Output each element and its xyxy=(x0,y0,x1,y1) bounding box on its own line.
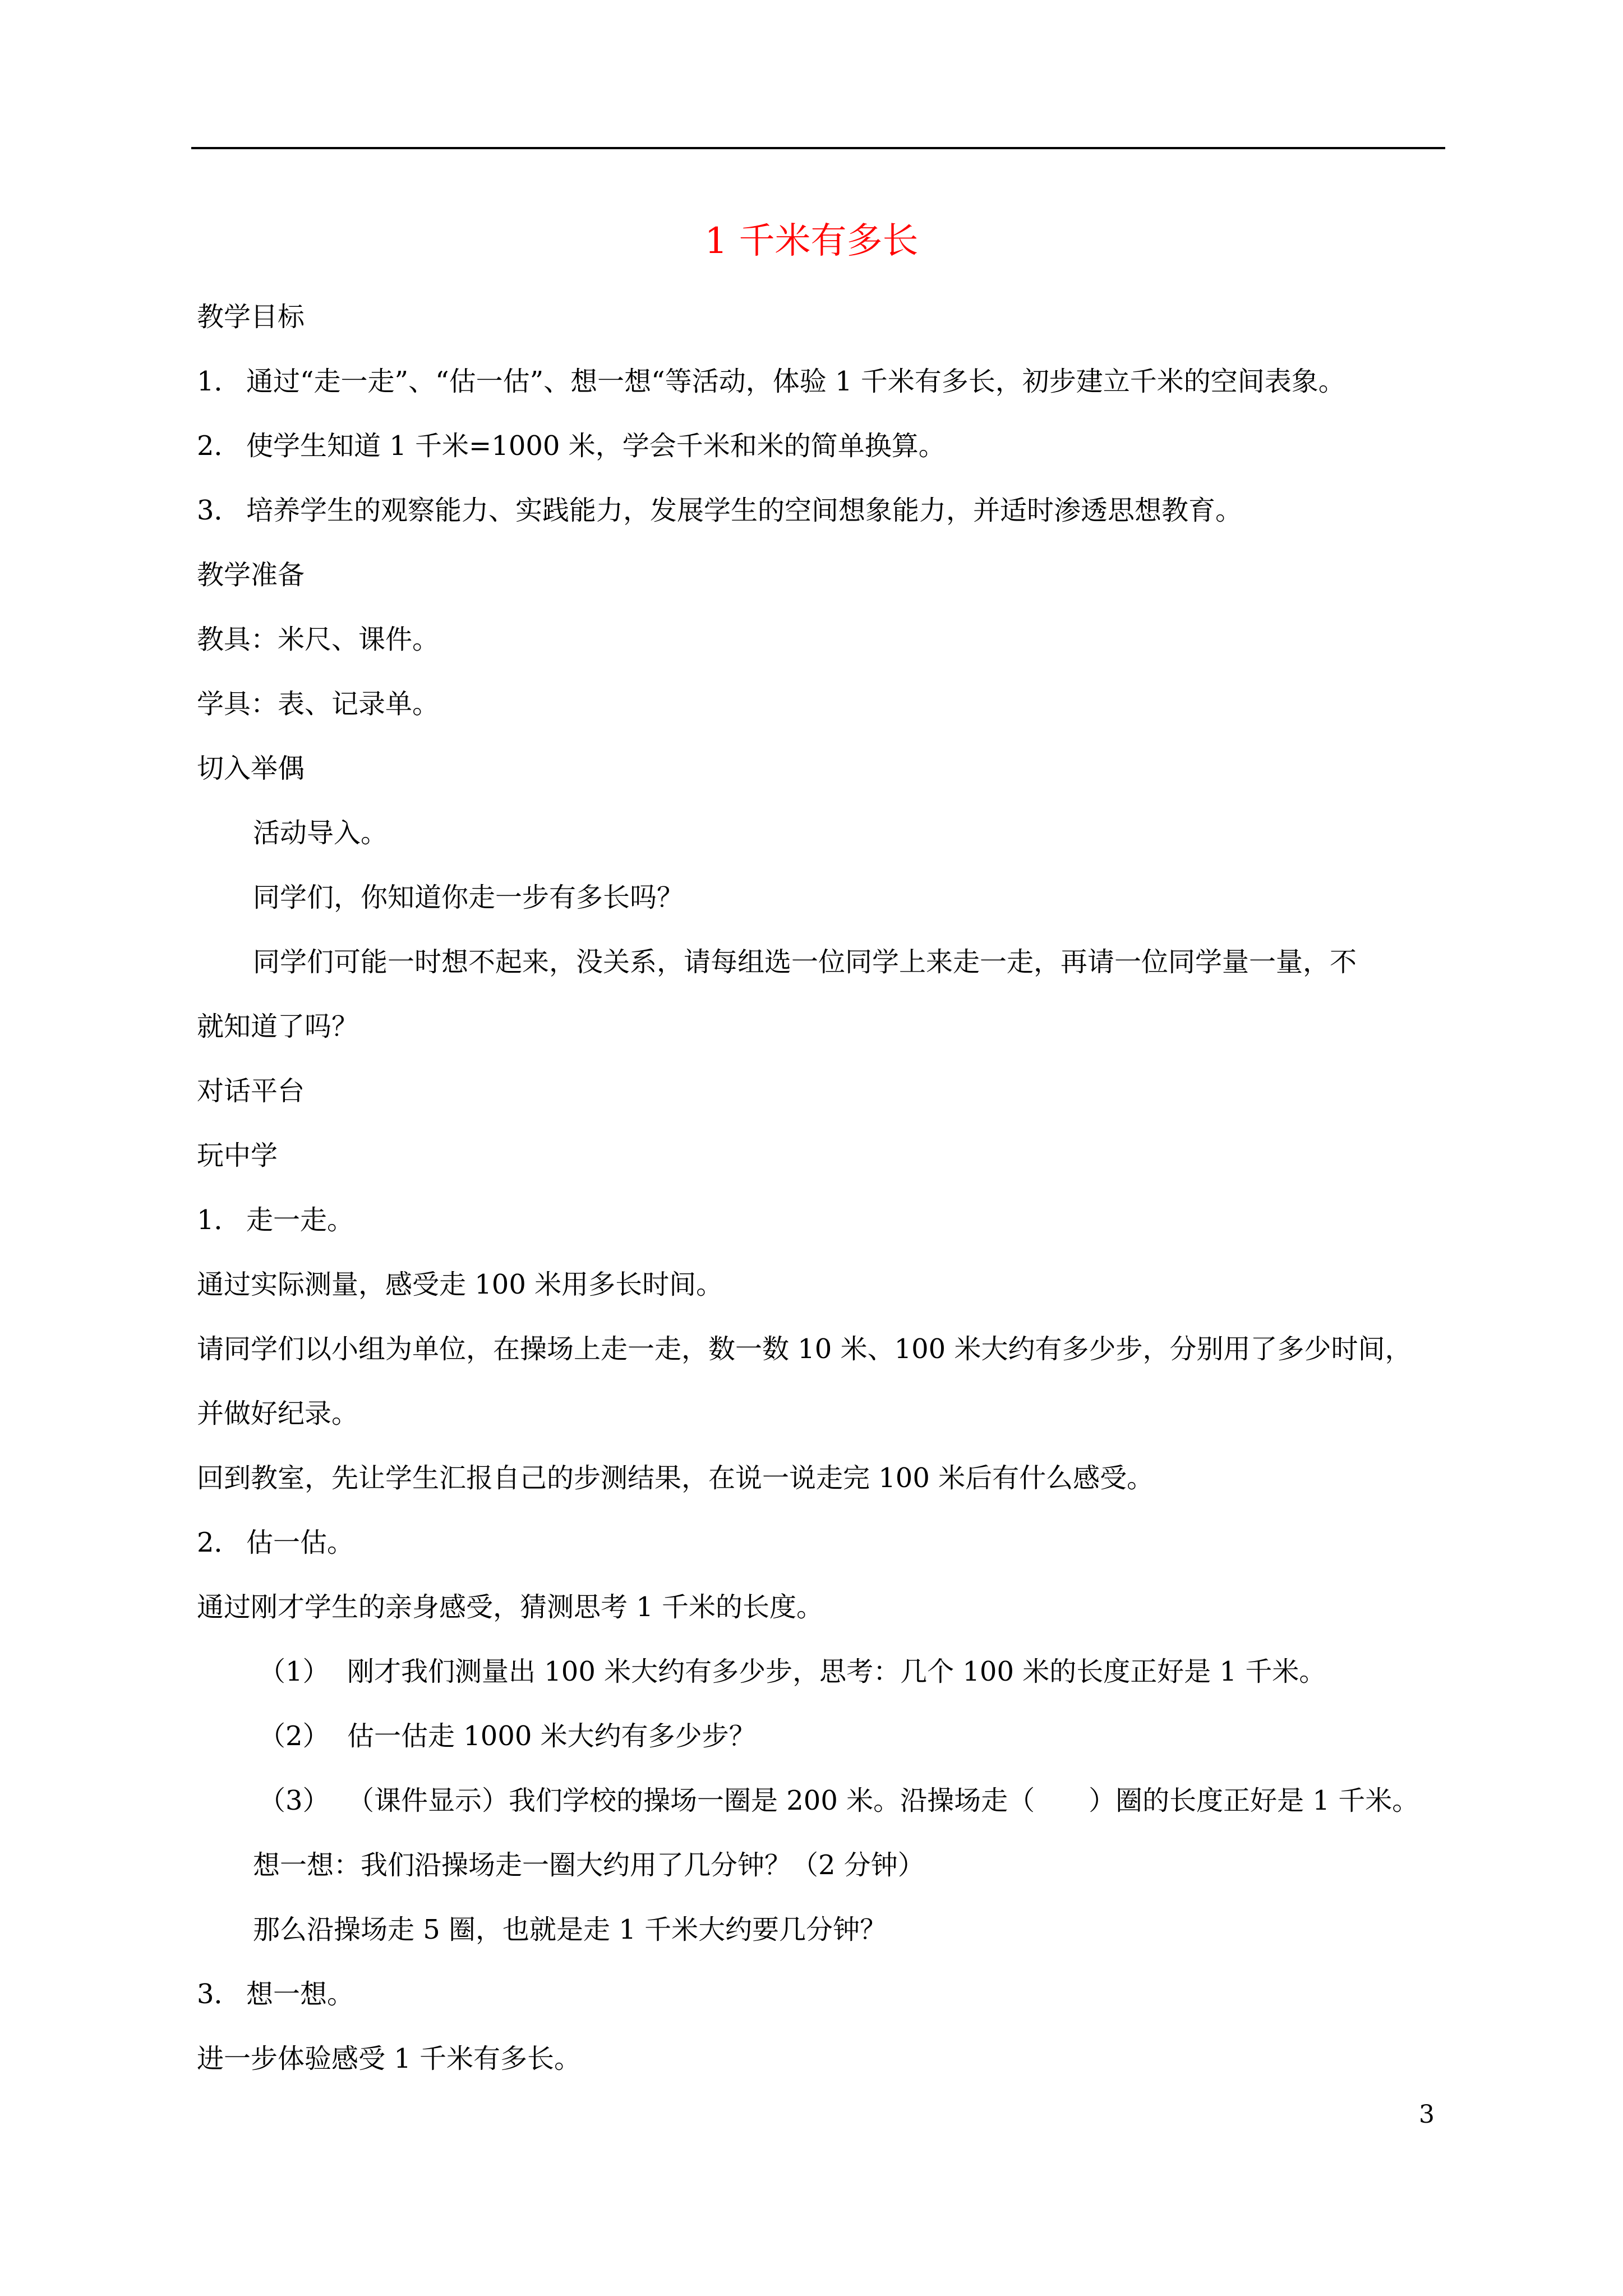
sub-item-number: （1） xyxy=(259,1656,330,1687)
follow-up-question: 那么沿操场走 5 圈，也就是走 1 千米大约要几分钟？ xyxy=(253,1914,887,1945)
intro-line: 活动导入。 xyxy=(253,817,388,849)
sub-item xyxy=(197,1704,1447,1769)
step-title: 走一走。 xyxy=(246,1204,354,1236)
sub-item xyxy=(197,1640,1447,1704)
page-number: 3 xyxy=(1419,2100,1435,2129)
sub-item-text: 估一估走 1000 米大约有多少步？ xyxy=(347,1720,756,1752)
intro-line-continuation: 就知道了吗？ xyxy=(197,1011,359,1042)
objective-number: 3． xyxy=(197,495,241,526)
step-line: 通过实际测量，感受走 100 米用多长时间。 xyxy=(197,1269,723,1300)
step-line: 进一步体验感受 1 千米有多长。 xyxy=(197,2043,582,2074)
step-heading xyxy=(197,1188,1447,1253)
intro-line: 同学们可能一时想不起来，没关系，请每组选一位同学上来走一走，再请一位同学量一量，不 xyxy=(253,946,1357,978)
step-title: 想一想。 xyxy=(246,1978,354,2010)
dialogue-heading: 对话平台 xyxy=(197,1075,305,1107)
sub-item-text: 刚才我们测量出 100 米大约有多少步，思考：几个 100 米的长度正好是 1 千米。 xyxy=(347,1656,1326,1687)
header-rule xyxy=(191,147,1445,149)
page-title: 1 千米有多长 xyxy=(704,220,919,262)
objective-text: 通过“走一走”、“估一估”、想一想“等活动，体验 1 千米有多长，初步建立千米的空间表象。 xyxy=(246,366,1345,397)
prep-teacher-tools: 教具：米尺、课件。 xyxy=(197,624,440,655)
prep-student-tools: 学具：表、记录单。 xyxy=(197,688,440,720)
step-line: 回到教室，先让学生汇报自己的步测结果，在说一说走完 100 米后有什么感受。 xyxy=(197,1462,1154,1494)
sub-item xyxy=(197,1769,1447,1833)
objective-item xyxy=(197,414,1447,478)
sub-item-number: （3） xyxy=(259,1785,330,1816)
play-heading: 玩中学 xyxy=(197,1140,278,1171)
step-number: 3． xyxy=(197,1978,241,2010)
step-heading xyxy=(197,1511,1447,1575)
think-prompt: 想一想：我们沿操场走一圈大约用了几分钟？（2 分钟） xyxy=(253,1849,925,1881)
step-title: 估一估。 xyxy=(246,1527,354,1558)
step-heading xyxy=(197,1962,1447,2027)
step-line: 请同学们以小组为单位，在操场上走一走，数一数 10 米、100 米大约有多少步，分别用了多少时间， xyxy=(197,1333,1412,1365)
step-number: 2． xyxy=(197,1527,241,1558)
intro-line: 同学们，你知道你走一步有多长吗？ xyxy=(253,882,684,913)
document-body xyxy=(197,285,1447,2091)
step-line: 通过刚才学生的亲身感受，猜测思考 1 千米的长度。 xyxy=(197,1591,824,1623)
objectives-heading: 教学目标 xyxy=(197,301,305,333)
objective-item xyxy=(197,478,1447,543)
objective-item xyxy=(197,349,1447,414)
objective-number: 1． xyxy=(197,366,241,397)
objective-text: 培养学生的观察能力、实践能力，发展学生的空间想象能力，并适时渗透思想教育。 xyxy=(246,495,1243,526)
step-line: 并做好纪录。 xyxy=(197,1398,359,1429)
step-number: 1． xyxy=(197,1204,241,1236)
objective-number: 2． xyxy=(197,430,241,462)
sub-item-text: （课件显示）我们学校的操场一圈是 200 米。沿操场走（ ）圈的长度正好是 1 千米。 xyxy=(347,1785,1419,1816)
intro-heading: 切入举偶 xyxy=(197,753,305,784)
objective-text: 使学生知道 1 千米=1000 米，学会千米和米的简单换算。 xyxy=(246,430,946,462)
sub-item-number: （2） xyxy=(259,1720,330,1752)
prep-heading: 教学准备 xyxy=(197,559,305,591)
